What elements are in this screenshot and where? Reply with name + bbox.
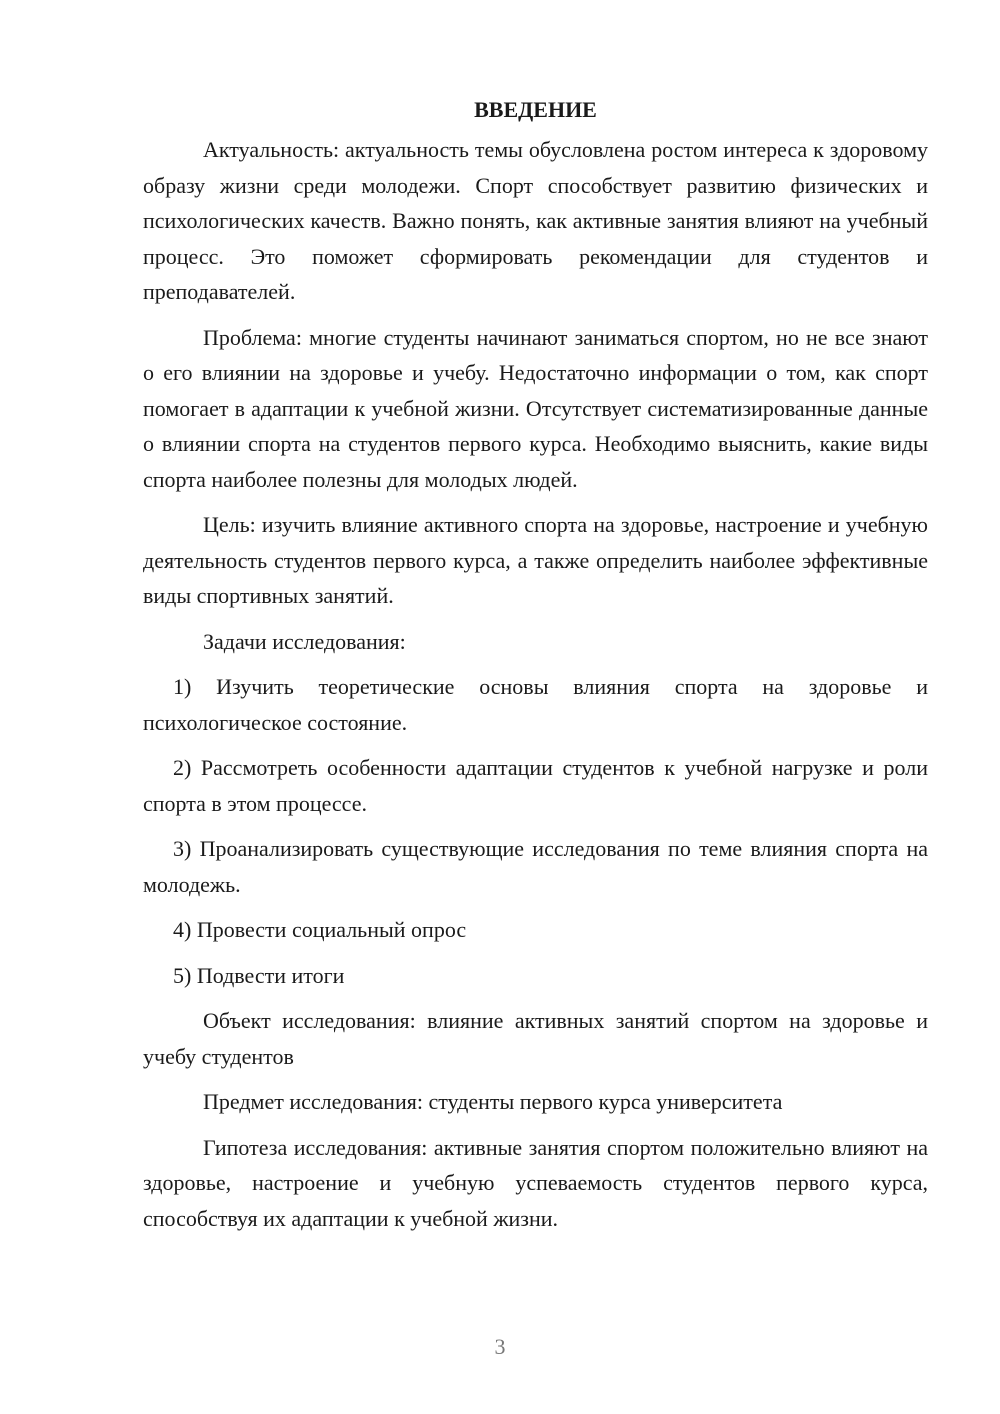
relevance-paragraph: Актуальность: актуальность темы обусловлена ростом интереса к здоровому образу жизни среди молодежи. Спорт способствует развитию физических и психологических качеств. Важно понять, как активные занятия влияют на учебный процесс. Это поможет сформировать рекомендации для студентов и преподавателей.	[143, 137, 928, 304]
goal-paragraph: Цель: изучить влияние активного спорта на здоровье, настроение и учебную деятельность студентов первого курса, а также определить наиболее эффективные виды спортивных занятий.	[143, 512, 928, 608]
problem-paragraph: Проблема: многие студенты начинают заниматься спортом, но не все знают о его влиянии на здоровье и учебу. Недостаточно информации о том, как спорт помогает в адаптации к учебной жизни. Отсутствует систематизированные данные о влиянии спорта на студентов первого курса. Необходимо выяснить, какие виды спорта наиболее полезны для молодых людей.	[143, 324, 928, 492]
task-item-4: 4) Провести социальный опрос	[173, 917, 467, 942]
task-item-1: 1) Изучить теоретические основы влияния спорта на здоровье и психологическое состояние.	[143, 674, 928, 735]
subject-paragraph: Предмет исследования: студенты первого курса университета	[203, 1089, 783, 1114]
document-page	[143, 92, 928, 1236]
object-paragraph: Объект исследования: влияние активных занятий спортом на здоровье и учебу студентов	[143, 1008, 928, 1069]
task-item-5: 5) Подвести итоги	[173, 962, 345, 988]
task-item-3: 3) Проанализировать существующие исследования по теме влияния спорта на молодежь.	[143, 836, 928, 897]
task-item-2: 2) Рассмотреть особенности адаптации студентов к учебной нагрузке и роли спорта в этом процессе.	[143, 755, 928, 816]
section-heading: ВВЕДЕНИЕ	[474, 97, 597, 122]
page-number: 3	[494, 1334, 506, 1359]
tasks-heading: Задачи исследования:	[203, 628, 406, 654]
hypothesis-paragraph: Гипотеза исследования: активные занятия спортом положительно влияют на здоровье, настроение и учебную успеваемость студентов первого курса, способствуя их адаптации к учебной жизни.	[143, 1134, 928, 1231]
